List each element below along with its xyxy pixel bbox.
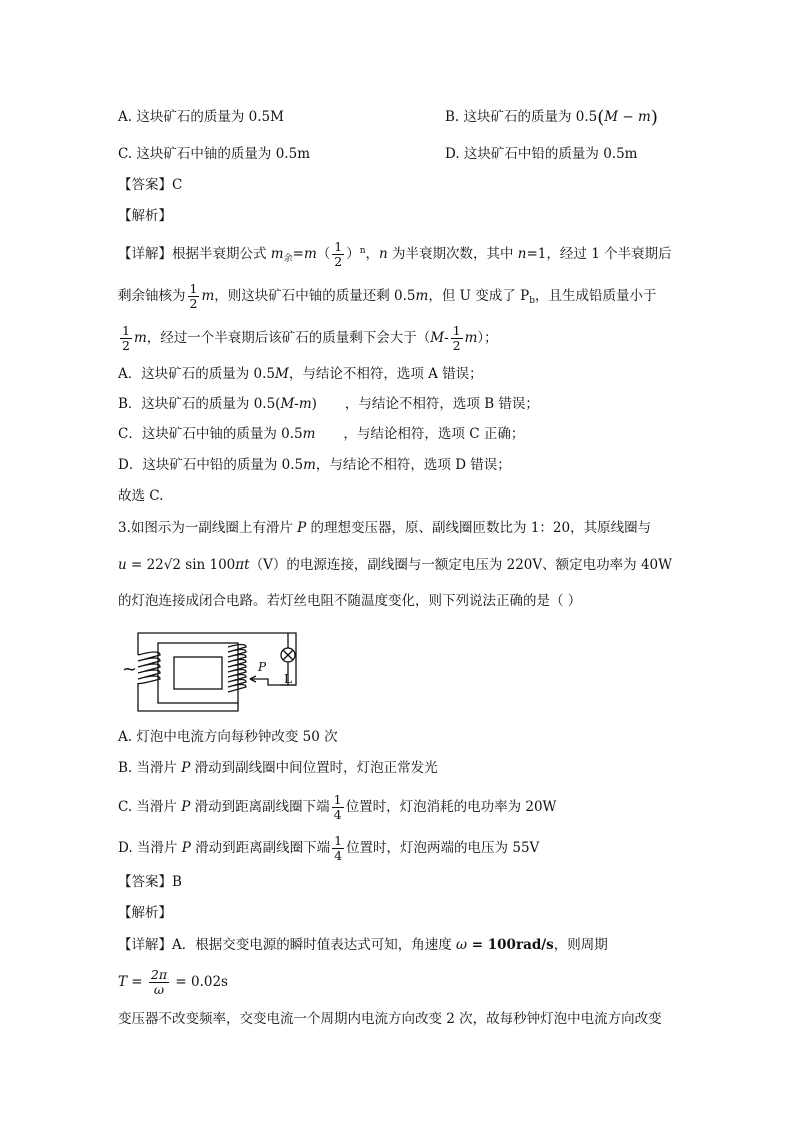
math-text: = [127, 974, 147, 990]
math-P: P [181, 840, 191, 856]
line-text: ，与结论不相符，选项 A 错误； [288, 366, 483, 382]
detail-text: ）； [477, 330, 498, 346]
math-m: m [464, 330, 478, 346]
line-text: A．这块矿石的质量为 0.5 [118, 366, 276, 382]
math-var: M [275, 366, 289, 382]
detail-label: 【详解】 [118, 246, 172, 262]
detail-text: 为半衰期次数，其中 [387, 246, 518, 262]
q2-detail-line2 [118, 282, 656, 311]
slider-label: P [258, 660, 267, 674]
math-T: T [118, 974, 128, 990]
q3-stem-line2 [118, 555, 672, 575]
option-text: B. 当滑片 [118, 760, 182, 776]
q3-detail-line1 [118, 935, 608, 955]
math-var: m [302, 426, 316, 442]
detail-text: ，则这块矿石中铀的质量还剩 0.5 [214, 288, 416, 304]
fraction-denominator: 2 [334, 254, 343, 269]
fraction-numerator: 1 [122, 323, 130, 338]
line-text: D．这块矿石中铅的质量为 0.5 [118, 457, 304, 473]
line-text: ，与结论不相符，选项 D 错误； [315, 457, 511, 473]
math-n: n [517, 246, 527, 262]
q3-period-formula [118, 968, 228, 997]
period-fraction [149, 968, 169, 997]
q3-option-c [118, 793, 556, 822]
quarter-fraction [332, 793, 344, 822]
q3-stem-line1 [118, 518, 651, 538]
math-minus: - [444, 330, 449, 346]
stem-text: 的理想变压器，原、副线圈匝数比为 1：20，其原线圈与 [306, 520, 652, 536]
math-text: sin 100 [180, 557, 236, 573]
half-fraction [451, 324, 463, 353]
math-m: m [415, 288, 429, 304]
lamp-label: L [284, 672, 292, 686]
option-text: 滑动到副线圈中间位置时，灯泡正常发光 [190, 760, 438, 776]
q2-line-a [118, 364, 483, 384]
option-text: C. 当滑片 [118, 799, 182, 815]
q2-line-b [118, 394, 539, 414]
half-fraction [120, 324, 132, 353]
q3-option-a: A. 灯泡中电流方向每秒钟改变 50 次 [118, 729, 338, 745]
q3-analysis-label: 【解析】 [118, 905, 172, 921]
q3-answer: 【答案】B [118, 874, 182, 890]
math-u: u [118, 557, 127, 573]
q2-option-a: A. 这块矿石的质量为 0.5M [118, 109, 284, 125]
fraction-numerator: 1 [333, 792, 342, 807]
fraction-numerator: 1 [334, 239, 343, 254]
math-m: m [270, 246, 284, 262]
detail-text: 根据半衰期公式 [172, 246, 271, 262]
math-omega: ω [456, 937, 468, 953]
line-text: ，与结论相符，选项 C 正确； [343, 426, 525, 442]
fraction-denominator: 2 [452, 338, 461, 353]
math-var: M-m [280, 396, 312, 412]
q2-line-c [118, 424, 524, 444]
fraction-numerator: 1 [452, 323, 461, 338]
option-text: 位置时，灯泡两端的电压为 55V [346, 840, 540, 856]
transformer-core [158, 643, 238, 703]
math-P: P [181, 760, 191, 776]
fraction-denominator: 2 [189, 296, 198, 311]
detail-text: =1，经过 1 个半衰期后 [526, 246, 672, 262]
transformer-core-window [174, 657, 222, 689]
option-text: D. 当滑片 [118, 840, 182, 856]
line-text: C．这块矿石中铀的质量为 0.5 [118, 426, 303, 442]
detail-text: ，且生成铅质量小于 [534, 288, 657, 304]
ac-source-symbol: ~ [122, 659, 138, 680]
q2-option-b-expr: M − m [604, 109, 651, 125]
fraction-numerator: 1 [334, 833, 343, 848]
math-M: M [430, 330, 445, 346]
transformer-figure [118, 625, 308, 717]
math-P: P [297, 520, 307, 536]
q2-analysis-label: 【解析】 [118, 208, 172, 224]
math-sub: b [529, 296, 535, 306]
q2-option-b-text: B. 这块矿石的质量为 0.5 [445, 109, 598, 125]
circuit-wire-bottom [138, 683, 238, 711]
circuit-wire-top [138, 633, 296, 685]
stem-text: 3.如图示为一副线圈上有滑片 [118, 520, 298, 536]
detail-text: ， [365, 246, 379, 262]
math-var: m [303, 457, 316, 473]
math-pi-t: πt [235, 557, 250, 573]
math-m: m [201, 288, 215, 304]
quarter-fraction [332, 834, 344, 863]
primary-coil [138, 652, 160, 684]
math-m: m [303, 246, 317, 262]
fraction-denominator: 4 [333, 807, 342, 822]
math-text: = 22 [126, 557, 164, 573]
option-text: 位置时，灯泡消耗的电功率为 20W [345, 799, 557, 815]
math-eq: = [292, 246, 304, 262]
math-text: = 0.02s [171, 974, 228, 990]
math-m: m [133, 330, 147, 346]
math-n: n [379, 246, 388, 262]
detail-text: ，经过一个半衰期后该矿石的质量剩下会大于（ [146, 330, 431, 346]
secondary-coil [228, 645, 246, 693]
half-fraction [188, 282, 200, 311]
fraction-denominator: 2 [122, 338, 130, 353]
fraction-numerator: 2π [150, 967, 168, 982]
q2-option-b: B. 这块矿石的质量为 0.5(M − m) [445, 107, 658, 128]
line-text: B．这块矿石的质量为 0.5( [118, 396, 281, 412]
q3-option-b [118, 758, 438, 778]
q2-option-d: D. 这块矿石中铅的质量为 0.5m [445, 146, 638, 162]
stem-text: （V）的电源连接，副线圈与一额定电压为 220V、额定电功率为 40W [249, 557, 672, 573]
line-text: ，与结论不相符，选项 B 错误； [344, 396, 539, 412]
q3-stem-line3: 的灯泡连接成闭合电路。若灯丝电阻不随温度变化，则下列说法正确的是（ ） [118, 593, 582, 609]
q3-option-d [118, 834, 539, 863]
q2-conclusion: 故选 C. [118, 488, 164, 504]
q2-option-c: C. 这块矿石中铀的质量为 0.5m [118, 146, 310, 162]
detail-text: ，则周期 [553, 937, 608, 953]
option-text: 滑动到距离副线圈下端 [190, 840, 331, 856]
q2-answer: 【答案】C [118, 177, 183, 193]
half-fraction [332, 240, 344, 269]
math-sqrt: √2 [163, 557, 181, 573]
detail-text: A．根据交变电源的瞬时值表达式可知，角速度 [172, 937, 457, 953]
detail-label: 【详解】 [118, 937, 172, 953]
math-P: P [181, 799, 191, 815]
q2-line-d [118, 455, 511, 475]
math-power: n [359, 246, 366, 256]
q2-detail-line3 [118, 324, 498, 353]
q3-detail-last: 变压器不改变频率，交变电流一个周期内电流方向改变 2 次，故每秒钟灯泡中电流方向改变 [118, 1011, 662, 1027]
option-text: 滑动到距离副线圈下端 [190, 799, 330, 815]
math-text: = 100rad/s [467, 937, 554, 953]
fraction-denominator: ω [153, 982, 165, 997]
math-sub: 余 [283, 254, 293, 264]
fraction-numerator: 1 [189, 281, 198, 296]
detail-text: ，但 U 变成了 P [428, 288, 530, 304]
fraction-denominator: 4 [334, 848, 343, 863]
line-text: ) [311, 396, 317, 412]
detail-text: 剩余铀核为 [118, 288, 186, 304]
q2-detail-line1: 【详解】根据半衰期公式 $m_余=m$（ $\frac{1}{2}$ ）$^n$，n 为半衰期次数，其中 n=1，经过 1 个半衰期后 [118, 239, 672, 269]
